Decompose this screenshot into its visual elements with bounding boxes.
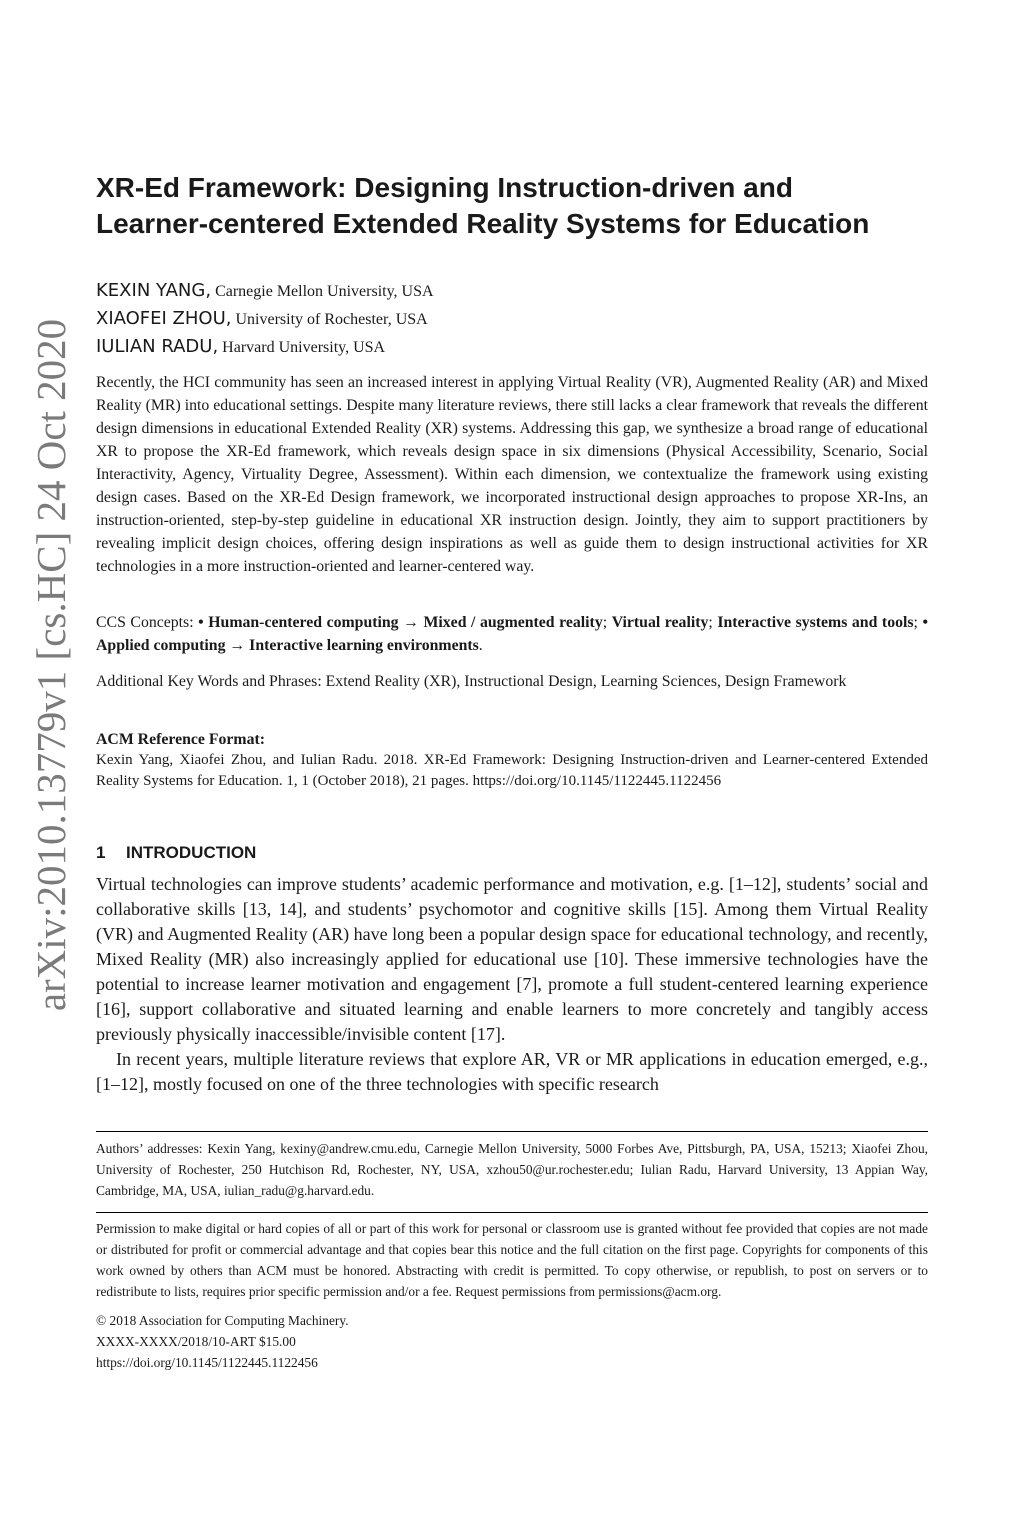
copyright-line: © 2018 Association for Computing Machinery. — [96, 1313, 349, 1328]
author-affiliation: Carnegie Mellon University, USA — [211, 283, 434, 300]
ccs-concept-2: Virtual reality — [611, 614, 709, 631]
arxiv-id: arXiv:2010.13779v1 [cs.HC] 24 Oct 2020 — [28, 318, 74, 1012]
ccs-concept-4: • Applied computing → Interactive learning environments — [96, 614, 929, 654]
author-entry — [96, 277, 928, 305]
section-number: 1 — [96, 843, 106, 862]
author-name: KEXIN YANG, — [96, 280, 212, 301]
keywords: Additional Key Words and Phrases: Extend Reality (XR), Instructional Design, Learning Sciences, Design Framework — [96, 673, 847, 690]
paper-title — [96, 170, 928, 242]
introduction-body — [96, 872, 928, 1097]
authors-addresses: Authors’ addresses: Kexin Yang, kexiny@andrew.cmu.edu, Carnegie Mellon University, 5000 Forbes Ave, Pittsburgh, PA, USA, 15213; Xiaofei Zhou, University of Rochester, 250 Hutchison Rd, Rochester, NY, USA, xzhou50@ur.rochester.edu; Iulian Radu, Harvard University, 13 Appian Way, Cambridge, MA, USA, iulian_radu@g.harvard.edu. — [96, 1141, 928, 1198]
ccs-separator: ; — [913, 614, 923, 631]
author-affiliation: University of Rochester, USA — [231, 311, 428, 328]
acm-reference — [96, 730, 928, 792]
issn-line: XXXX-XXXX/2018/10-ART $15.00 — [96, 1334, 296, 1349]
ccs-separator: ; — [602, 614, 612, 631]
ccs-concepts — [96, 611, 928, 657]
abstract: Recently, the HCI community has seen an increased interest in applying Virtual Reality (VR), Augmented Reality (AR) and Mixed Reality (MR) into educational settings. Despite many literature reviews, there still lacks a clear framework that reveals the different design dimensions in educational Extended Reality (XR) systems. Addressing this gap, we synthesize a broad range of educational XR to propose the XR-Ed framework, which reveals design space in six dimensions (Physical Accessibility, Scenario, Social Interactivity, Agency, Virtuality Degree, Assessment). Within each dimension, we contextualize the framework using existing design cases. Based on the XR-Ed Design framework, we incorporated instructional design approaches to propose XR-Ins, an instruction-oriented, step-by-step guideline in educational XR instruction design. Jointly, they aim to support practitioners by revealing implicit design choices, offering design inspirations as well as guide them to design instructional activities for XR technologies in a more instruction-oriented and learner-centered way. — [96, 374, 928, 575]
ccs-concept-1: • Human-centered computing → Mixed / augmented reality — [198, 614, 603, 631]
permission-block — [96, 1218, 928, 1373]
title-line-2: Learner-centered Extended Reality Systems for Education — [96, 208, 870, 239]
author-name: IULIAN RADU, — [96, 336, 219, 357]
author-entry — [96, 333, 928, 361]
author-entry — [96, 305, 928, 333]
arxiv-sidebar-stamp — [22, 290, 80, 1040]
intro-paragraph-2: In recent years, multiple literature reviews that explore AR, VR or MR applications in education emerged, e.g., [1–12], mostly focused on one of the three technologies with specific research — [96, 1049, 928, 1094]
ccs-label: CCS Concepts: — [96, 614, 199, 631]
section-title: INTRODUCTION — [126, 843, 257, 862]
title-line-1: XR-Ed Framework: Designing Instruction-driven and — [96, 172, 793, 203]
author-list — [96, 277, 928, 361]
ccs-separator: ; — [708, 614, 718, 631]
ccs-end: . — [478, 637, 483, 654]
footnote-rule — [96, 1131, 928, 1132]
doi-line: https://doi.org/10.1145/1122445.1122456 — [96, 1355, 318, 1370]
section-heading — [96, 841, 256, 865]
acm-reference-text: Kexin Yang, Xiaofei Zhou, and Iulian Radu. 2018. XR-Ed Framework: Designing Instruction-driven and Learner-centered Extended Reality Systems for Education. 1, 1 (October 2018), 21 pages. https://doi.org/10.1145/1122445.1122456 — [96, 752, 928, 789]
author-affiliation: Harvard University, USA — [218, 339, 386, 356]
acm-reference-heading: ACM Reference Format: — [96, 731, 265, 748]
intro-paragraph-1: Virtual technologies can improve students’ academic performance and motivation, e.g. [1–12], students’ social and collaborative skills [13, 14], and students’ psychomotor and cognitive skills [15]. Among them Virtual Reality (VR) and Augmented Reality (AR) have long been a popular design space for educational technology, and recently, Mixed Reality (MR) also increasingly applied for educational use [10]. These immersive technologies have the potential to increase learner motivation and engagement [7], promote a full student-centered learning experience [16], support collaborative and situated learning and enable learners to more concretely and tangibly access previously physically inaccessible/invisible content [17]. — [96, 874, 928, 1044]
permission-rule — [96, 1212, 928, 1213]
author-name: XIAOFEI ZHOU, — [96, 308, 232, 329]
permission-text: Permission to make digital or hard copies of all or part of this work for personal or classroom use is granted without fee provided that copies are not made or distributed for profit or commercial advantage and that copies bear this notice and the full citation on the first page. Copyrights for components of this work owned by others than ACM must be honored. Abstracting with credit is permitted. To copy otherwise, or republish, to post on servers or to redistribute to lists, requires prior specific permission and/or a fee. Request permissions from permissions@acm.org. — [96, 1221, 928, 1299]
ccs-concept-3: Interactive systems and tools — [717, 614, 914, 631]
